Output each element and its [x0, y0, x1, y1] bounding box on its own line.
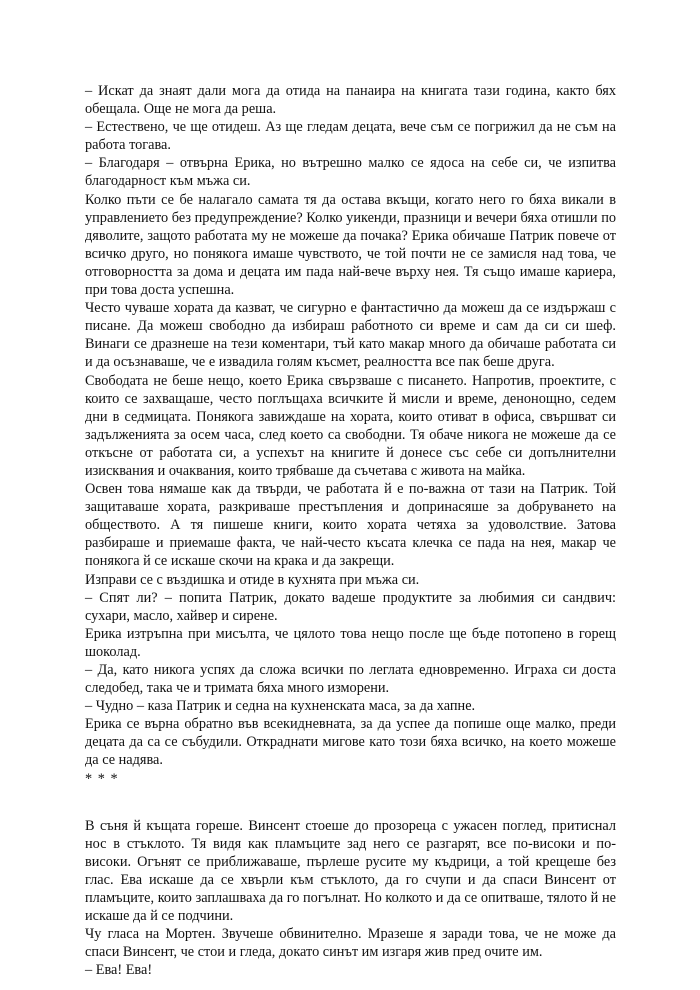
paragraph: Изправи се с въздишка и отиде в кухнята при мъжа си.	[85, 571, 420, 588]
paragraph: Колко пъти се бе налагало самата тя да остава вкъщи, когато него го бяха викали в управлението без предупреждение? Колко уикенди, празници и вечери бяха отишли по дяволите, защото работата му не можеше да почака? Ерика обичаше Патрик повече от всичко друго, но понякога имаше чувството, че той почти не се замисля над това, че отговорността за дома и децата им пада най-вече върху нея. Тя също имаше кариера, при това доста успешна.	[85, 191, 616, 299]
paragraph: – Благодаря – отвърна Ерика, но вътрешно малко се ядоса на себе си, че изпитва благодарност към мъжа си.	[85, 155, 616, 190]
scene-separator: * * *	[85, 770, 119, 787]
body-text	[85, 82, 616, 980]
paragraph: – Чудно – каза Патрик и седна на кухненската маса, за да хапне.	[85, 698, 476, 715]
paragraph: – Спят ли? – попита Патрик, докато вадеше продуктите за любимия си сандвич: сухари, масло, хайвер и сирене.	[85, 589, 616, 624]
paragraph: Често чуваше хората да казват, че сигурно е фантастично да можеш да се издържаш с писане. Да можеш свободно да избираш работното си време и сам да си си шеф. Винаги се дразнеше на тези коментари, тъй като макар много да обичаше работата си и да осъзнаваше, че е извадила голям късмет, реалността все пак беше друга.	[85, 300, 616, 371]
paragraph: Ерика се върна обратно във всекидневната, за да успее да попише още малко, преди децата да са се събудили. Откраднати мигове като този бяха всичко, на което можеше да се надява.	[85, 716, 616, 769]
paragraph: Ерика изтръпна при мисълта, че цялото това нещо после ще бъде потопено в горещ шоколад.	[85, 625, 616, 660]
paragraph: Освен това нямаше как да твърди, че работата й е по-важна от тази на Патрик. Той защитаваше хората, разкриваше престъпления и допринасяше за добруването на обществото. А тя пишеше книги, които хората четяха за удоволствие. Затова разбираше и приемаше факта, че най-често късата клечка се пада на нея, макар че понякога й се искаше скочи на крака и да закрещи.	[85, 481, 616, 570]
paragraph: В съня й къщата гореше. Винсент стоеше до прозореца с ужасен поглед, притиснал нос в стъклото. Тя видя как пламъците зад него се разгарят, все по-високи и по-високи. Огънят се приближаваше, пърлеше русите му къдрици, а той крещеше без глас. Ева искаше да се хвърли към стъклото, да го счупи и да спаси Винсент от пламъците, които заплашваха да го погълнат. Но колкото и да се опитваше, тялото й не искаше да й се подчини.	[85, 817, 616, 925]
paragraph: – Ева! Ева!	[85, 962, 153, 979]
paragraph: – Естествено, че ще отидеш. Аз ще гледам децата, вече съм се погрижил да не съм на работа тогава.	[85, 119, 616, 154]
paragraph: – Да, като никога успях да сложа всички по леглата едновременно. Играха си доста следобед, така че и тримата бяха много изморени.	[85, 662, 616, 697]
paragraph: – Искат да знаят дали мога да отида на панаира на книгата тази година, както бях обещала. Още не мога да реша.	[85, 83, 616, 118]
paragraph: Свободата не беше нещо, което Ерика свързваше с писането. Напротив, проектите, с които се захващаше, често поглъщаха всичките й мисли и време, денонощно, седем дни в седмицата. Понякога завиждаше на хората, които отиват в офиса, свършват си задълженията за осем часа, след което са свободни. Тя обаче никога не можеше да се откъсне от работата си, а успехът на книгите й донесе със себе си допълнителни изисквания и очаквания, които трябваше да съчетава с живота на майка.	[85, 372, 616, 479]
paragraph: Чу гласа на Мортен. Звучеше обвинително. Мразеше я заради това, че не може да спаси Винсент, че стои и гледа, докато синът им изгаря жив пред очите им.	[85, 926, 616, 961]
